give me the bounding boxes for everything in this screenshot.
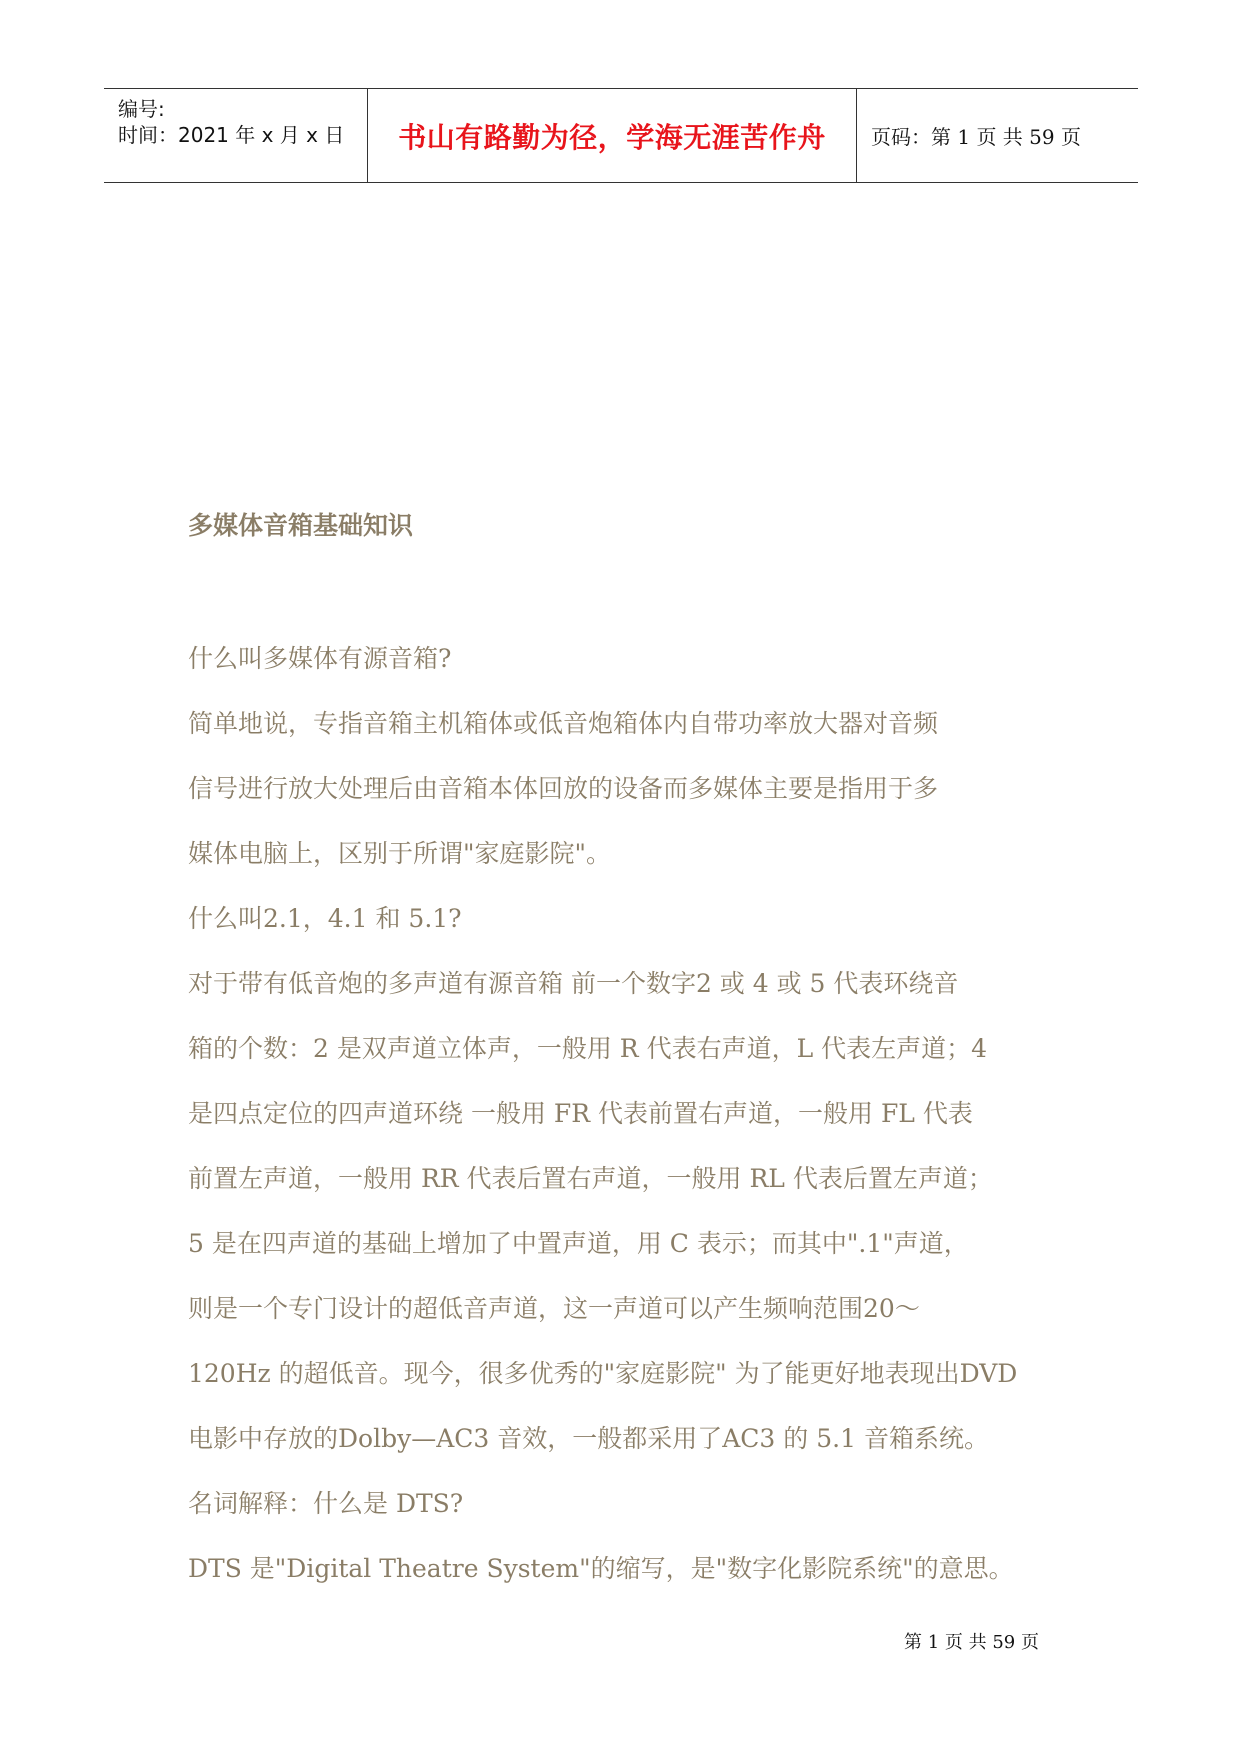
page-footer: 第 1 页 共 59 页 (904, 1632, 1039, 1653)
body-line: 箱的个数：2 是双声道立体声，一般用 R 代表右声道，L 代表左声道；4 (188, 1034, 988, 1063)
body-line: 对于带有低音炮的多声道有源音箱 前一个数字2 或 4 或 5 代表环绕音 (188, 969, 959, 998)
body-line: 电影中存放的Dolby—AC3 音效，一般都采用了AC3 的 5.1 音箱系统。 (188, 1424, 989, 1453)
motto-text: 书山有路勤为径，学海无涯苦作舟 (368, 89, 857, 182)
body-line: 是四点定位的四声道环绕 一般用 FR 代表前置右声道，一般用 FL 代表 (188, 1099, 973, 1128)
header-meta (104, 89, 368, 182)
document-title: 多媒体音箱基础知识 (188, 511, 414, 540)
page-code: 页码：第 1 页 共 59 页 (871, 125, 1081, 149)
body-line: 媒体电脑上，区别于所谓"家庭影院"。 (188, 839, 611, 868)
body-line: 名词解释：什么是 DTS? (188, 1489, 464, 1518)
body-line: 信号进行放大处理后由音箱本体回放的设备而多媒体主要是指用于多 (188, 774, 939, 803)
body-line: 什么叫多媒体有源音箱? (188, 644, 452, 673)
body-line: DTS 是"Digital Theatre System"的缩写，是"数字化影院系统"的意思。 (188, 1554, 1014, 1583)
body-line: 5 是在四声道的基础上增加了中置声道，用 C 表示；而其中".1"声道， (188, 1229, 969, 1258)
body-line: 什么叫2.1，4.1 和 5.1? (188, 904, 462, 933)
number-label: 编号: (118, 97, 165, 121)
body-line: 前置左声道，一般用 RR 代表后置右声道，一般用 RL 代表后置左声道； (188, 1164, 993, 1193)
body-line: 120Hz 的超低音。现今，很多优秀的"家庭影院" 为了能更好地表现出DVD (188, 1359, 1018, 1388)
document-body (188, 626, 1088, 1601)
time-label: 时间：2021 年 x 月 x 日 (118, 123, 345, 147)
body-line: 简单地说，专指音箱主机箱体或低音炮箱体内自带功率放大器对音频 (188, 709, 939, 738)
body-line: 则是一个专门设计的超低音声道，这一声道可以产生频响范围20～ (188, 1294, 920, 1323)
page-header (104, 88, 1138, 183)
